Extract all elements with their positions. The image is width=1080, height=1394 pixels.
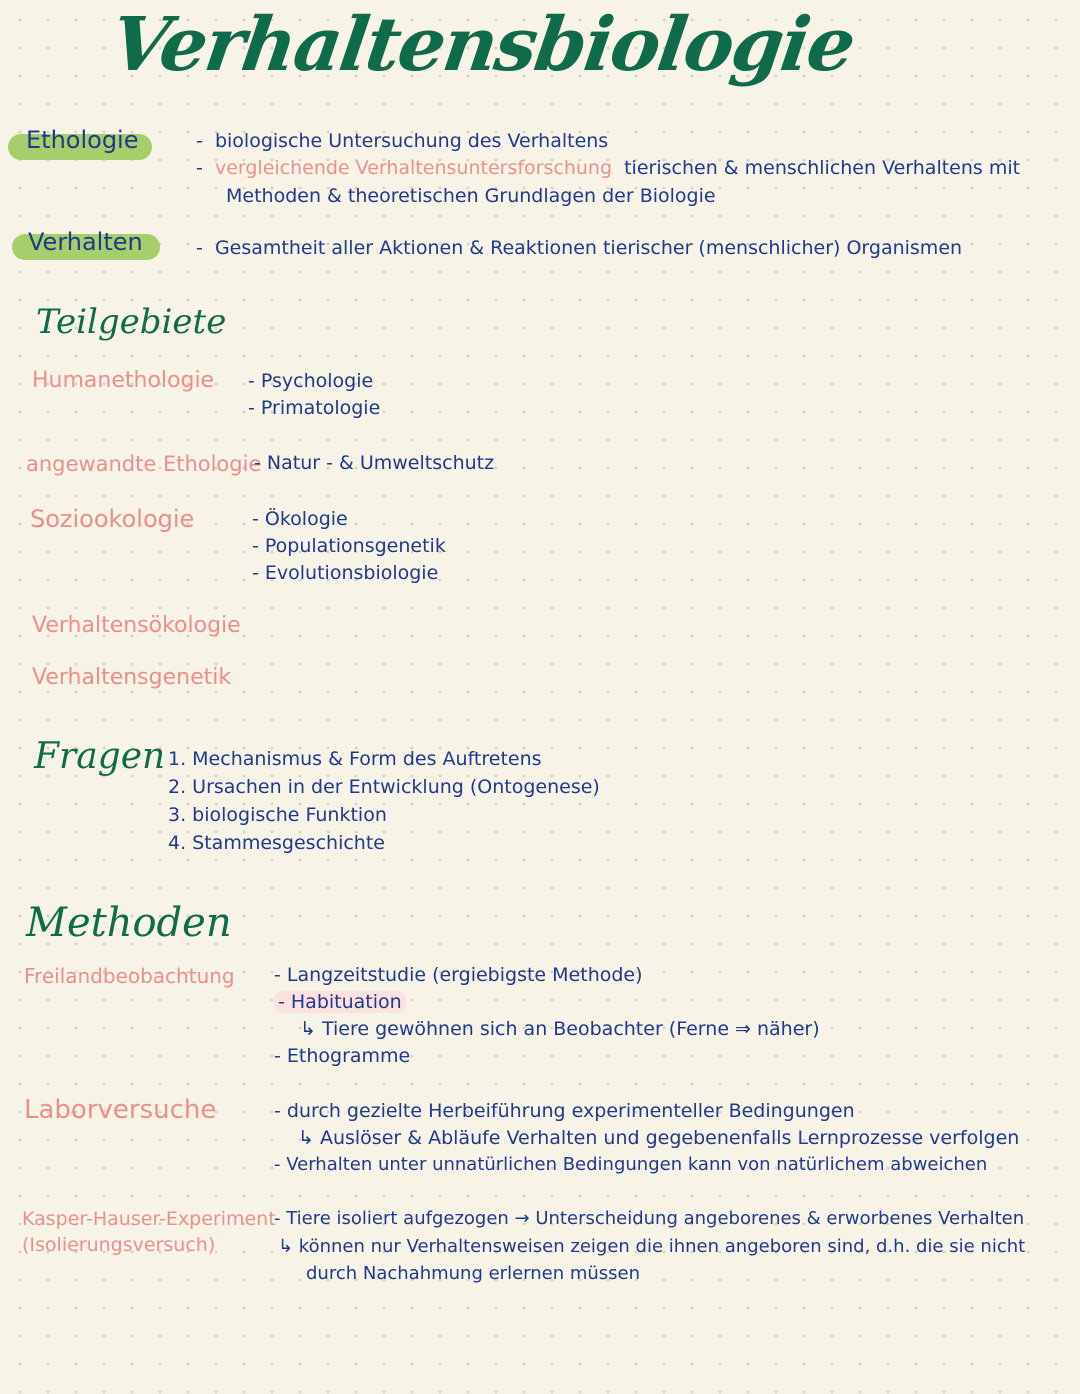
subfield-point: - Populationsgenetik bbox=[252, 535, 446, 557]
method-point: ↳ Tiere gewöhnen sich an Beobachter (Ferne ⇒ näher) bbox=[300, 1018, 820, 1040]
method-point: ↳ können nur Verhaltensweisen zeigen die ihnen angeboren sind, d.h. die sie nicht bbox=[278, 1236, 1026, 1257]
method-point: ↳ Auslöser & Abläufe Verhalten und gegebenenfalls Lernprozesse verfolgen bbox=[298, 1127, 1020, 1149]
subfield-point: - Primatologie bbox=[248, 397, 381, 419]
question-item: 3. biologische Funktion bbox=[168, 804, 387, 826]
term-verhalten: Verhalten bbox=[28, 228, 143, 256]
method-point: - Ethogramme bbox=[274, 1045, 411, 1067]
method-name: Freilandbeobachtung bbox=[24, 964, 235, 988]
question-item: 2. Ursachen in der Entwicklung (Ontogenese) bbox=[168, 776, 600, 798]
definition-line: - Gesamtheit aller Aktionen & Reaktionen tierischer (menschlicher) Organismen bbox=[196, 237, 963, 259]
subfield-name: angewandte Ethologie bbox=[26, 452, 262, 476]
subfield-point: - Ökologie bbox=[252, 508, 348, 530]
section-heading-methoden: Methoden bbox=[26, 900, 232, 946]
subfield-point: - Natur - & Umweltschutz bbox=[254, 452, 495, 474]
term-ethologie: Ethologie bbox=[26, 126, 139, 154]
subfield-point: - Evolutionsbiologie bbox=[252, 562, 439, 584]
subfield-name: Humanethologie bbox=[32, 368, 215, 393]
definition-line: Methoden & theoretischen Grundlagen der Biologie bbox=[226, 185, 716, 207]
definition-line: - vergleichende Verhaltensuntersforschung tierischen & menschlichen Verhaltens mit bbox=[196, 157, 1021, 179]
subfield-point: - Psychologie bbox=[248, 370, 374, 392]
subfield-name: Soziookologie bbox=[30, 505, 195, 533]
question-item: 4. Stammesgeschichte bbox=[168, 832, 385, 854]
method-point: durch Nachahmung erlernen müssen bbox=[306, 1263, 641, 1284]
method-point: - Verhalten unter unnatürlichen Bedingungen kann von natürlichem abweichen bbox=[274, 1154, 988, 1175]
subfield-name: Verhaltensgenetik bbox=[32, 665, 232, 690]
page-title: Verhaltensbiologie bbox=[105, 2, 859, 88]
method-name: Kasper-Hauser-Experiment bbox=[22, 1208, 276, 1230]
section-heading-fragen: Fragen bbox=[34, 736, 166, 777]
method-point bbox=[274, 991, 406, 1013]
method-name: Laborversuche bbox=[24, 1095, 217, 1125]
question-item: 1. Mechanismus & Form des Auftretens bbox=[168, 748, 542, 770]
method-name-sub: (Isolierungsversuch) bbox=[22, 1234, 216, 1256]
method-point: - Langzeitstudie (ergiebigste Methode) bbox=[274, 964, 643, 986]
section-heading-teilgebiete: Teilgebiete bbox=[36, 302, 227, 342]
definition-line: - biologische Untersuchung des Verhaltens bbox=[196, 130, 609, 152]
method-point: - Tiere isoliert aufgezogen → Unterscheidung angeborenes & erworbenes Verhalten bbox=[274, 1208, 1025, 1229]
subfield-name: Verhaltensökologie bbox=[32, 613, 241, 638]
method-point: - durch gezielte Herbeiführung experimenteller Bedingungen bbox=[274, 1100, 855, 1122]
method-point-highlight: - Habituation bbox=[274, 991, 406, 1013]
